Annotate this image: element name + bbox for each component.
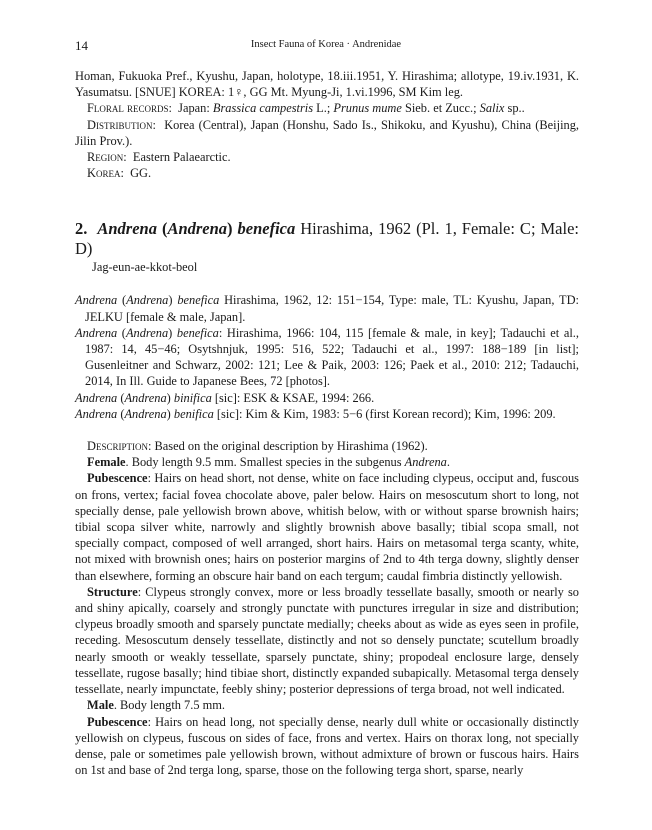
species-authority: Hirashima, 1962 (Pl. 1, Female: C; Male: D) (75, 219, 579, 259)
species-number: 2. (75, 219, 88, 239)
synonym-genus: Andrena (75, 293, 118, 308)
male-pubescence-paragraph (75, 714, 579, 779)
floral-records-label: Floral records (87, 101, 169, 116)
synonymy-list (75, 292, 579, 422)
synonym-epithet: binifica (173, 390, 212, 405)
synonymy-entry: Andrena (Andrena) benefica: Hirashima, 1966: 104, 115 [female & male, in key]; Tadauchi et al., 1987: 14, 45−46; Osytshnjuk, 1995: 516, 522; Tadauchi et al., 1997: 188−189 [in list]; Gusenleitner and Schwarz, 2002: 121; Lee & Paik, 2003: 126; Paek et al., 2010: 212; Tadauchi, 2014, In Ill. Guide to Japanese Bees, 72 [photos]. (75, 325, 579, 389)
korea-label: Korea (87, 166, 121, 181)
species-epithet: benefica (237, 219, 296, 239)
female-label: Female (87, 455, 126, 470)
synonymy-entry: Andrena (Andrena) benifica [sic]: Kim & Kim, 1983: 5−6 (first Korean record); Kim, 1996: 209. (75, 406, 556, 421)
plant-name: Brassica campestris (212, 101, 314, 116)
pubescence-label: Pubescence (87, 471, 148, 486)
structure-label: Structure (87, 584, 138, 599)
genus-name: Andrena (97, 219, 157, 239)
description-text: : Based on the original description by Hirashima (1962). (147, 439, 428, 454)
floral-text: Japan: (178, 101, 213, 116)
male-label: Male (87, 698, 114, 713)
plant-name: Salix (479, 101, 505, 116)
female-paragraph (75, 454, 579, 470)
synonym-subgenus: Andrena (124, 390, 167, 405)
description-paragraph (75, 438, 579, 454)
distribution-paragraph: Distribution: Korea (Central), Japan (Honshu, Sado Is., Shikoku, and Kyushu), China (Beijing, Jilin Prov.). (75, 117, 579, 148)
synonym-subgenus: Andrena (125, 325, 169, 340)
region-paragraph: Region: Eastern Palaearctic. (87, 150, 231, 165)
female-text: . (446, 455, 450, 470)
synonym-genus: Andrena (75, 406, 118, 421)
korean-name: Jag-eun-ae-kkot-beol (92, 260, 198, 275)
synonym-subgenus: Andrena (124, 406, 167, 421)
species-heading: 2. Andrena (Andrena) benefica Hirashima, 1962 (Pl. 1, Female: C; Male: D) (75, 219, 579, 259)
floral-text: Sieb. et Zucc.; (401, 101, 480, 116)
female-structure-paragraph (75, 584, 579, 697)
running-title: Insect Fauna of Korea · Andrenidae (250, 39, 402, 50)
structure-text: : Clypeus strongly convex, more or less broadly tessellate basally, smooth or nearly so and shiny apically, coarsely and strongly punctate with punctures irregular in size and distribution; clypeus broadly smooth and sparsely punctate medially; cheeks about as wide as eyes seen in profile, receding. Mesoscutum densely tessellate, distinctly and not so densely punctate; scutellum broadly nearly smooth or weakly tessellate, sparsely punctate, shiny; propodeal enclosure large, densely tessellate, rugose basally; hind tibiae short, distinctly expanded subapically. Metasomal terga densely tessellate, nearly impunctate, feebly shiny; posterior depressions of terga broad, not well indicated. (75, 584, 579, 697)
pubescence-text: : Hairs on head short, not dense, white on face including clypeus, occiput and, fuscous on frons, vertex; facial fovea chocolate above, paler below. Hairs on mesoscutum short to long, not specially dense, pale yellowish brown above, whitish below, with or without sparse brownish hairs; tibial scopa silver white, narrowly and slightly brownish above basally; tibial scopa small, not specially compact, composed of well arranged, short hairs. Hairs on metasomal terga scanty, white, not mixed with brownish ones; hairs on posterior margins of 2nd to 4th terga downy, slightly denser than elsewhere, forming an obscure hair band on each tergum; caudal fimbria distinctly yellowish. (75, 471, 579, 583)
subgenus-name: Andrena (167, 219, 228, 239)
pubescence-text: : Hairs on head long, not specially dense, nearly dull white or occasionally distinctly yellowish on clypeus, fuscous on sides of face, frons and vertex. Hairs on thorax long, not specially dense, pale or sometimes pale yellowish brown, without admixture of brown or fuscous hairs. Hairs on 1st and base of 2nd terga long, sparse, those on the following terga short, sparse, nearly (75, 714, 579, 778)
page-body (75, 68, 579, 778)
description-label: Description (87, 439, 148, 454)
female-text: . Body length 9.5 mm. Smallest species in the subgenus (125, 455, 405, 470)
synonym-citation: [sic]: ESK & KSAE, 1994: 266. (211, 390, 375, 405)
korea-text: GG. (130, 166, 152, 181)
pubescence-label: Pubescence (87, 714, 148, 729)
distribution-label: Distribution (87, 117, 153, 132)
distribution-text: Korea (Central), Japan (Honshu, Sado Is., Shikoku, and Kyushu), China (Beijing, Jilin Prov.). (75, 117, 579, 148)
synonym-citation: : Hirashima, 1966: 104, 115 [female & male, in key]; Tadauchi et al., 1987: 14, 45−46; Osytshnjuk, 1995: 516, 522; Tadauchi et al., 1997: 188−189 [in list]; Gusenleitner and Schwarz, 2002: 121; Lee & Paik, 2003: 126; Paek et al., 2010: 212; Tadauchi, 2014, In Ill. Guide to Japanese Bees, 72 [photos]. (85, 325, 579, 389)
synonym-genus: Andrena (75, 390, 118, 405)
synonym-citation: Hirashima, 1962, 12: 151−154, Type: male, TL: Kyushu, Japan, TD: JELKU [female & male, Japan]. (85, 293, 579, 324)
synonym-epithet: benifica (173, 406, 214, 421)
female-pubescence-paragraph (75, 470, 579, 583)
synonymy-entry: Andrena (Andrena) benefica Hirashima, 1962, 12: 151−154, Type: male, TL: Kyushu, Japan, TD: JELKU [female & male, Japan]. (75, 293, 579, 324)
floral-text: sp.. (504, 101, 525, 116)
korea-paragraph: Korea: GG. (87, 166, 152, 181)
synonymy-entry: Andrena (Andrena) binifica [sic]: ESK & KSAE, 1994: 266. (75, 390, 375, 405)
female-text: Andrena (404, 455, 447, 470)
region-text: Eastern Palaearctic. (132, 150, 231, 165)
synonym-genus: Andrena (75, 325, 118, 340)
synonym-epithet: benefica (177, 293, 220, 308)
male-paragraph (75, 697, 579, 713)
floral-text: L.; (313, 101, 334, 116)
synonym-citation: [sic]: Kim & Kim, 1983: 5−6 (first Korean record); Kim, 1996: 209. (213, 406, 556, 421)
synonym-epithet: benefica (176, 325, 219, 340)
floral-records-paragraph: Floral records: Japan: Brassica campestris L.; Prunus mume Sieb. et Zucc.; Salix sp.. (87, 101, 525, 116)
male-text: . Body length 7.5 mm. (113, 698, 226, 713)
type-material-text: Homan, Fukuoka Pref., Kyushu, Japan, holotype, 18.iii.1951, Y. Hirashima; allotype, 19.iv.1931, K. Yasumatsu. [SNUE] KOREA: 1♀, GG Mt. Myung-Ji, 1.vi.1996, SM Kim leg. (75, 69, 579, 100)
plant-name: Prunus mume (333, 101, 402, 116)
type-material-paragraph (75, 68, 579, 100)
synonym-subgenus: Andrena (126, 293, 169, 308)
page-number: 14 (75, 38, 88, 53)
region-label: Region (87, 150, 124, 165)
